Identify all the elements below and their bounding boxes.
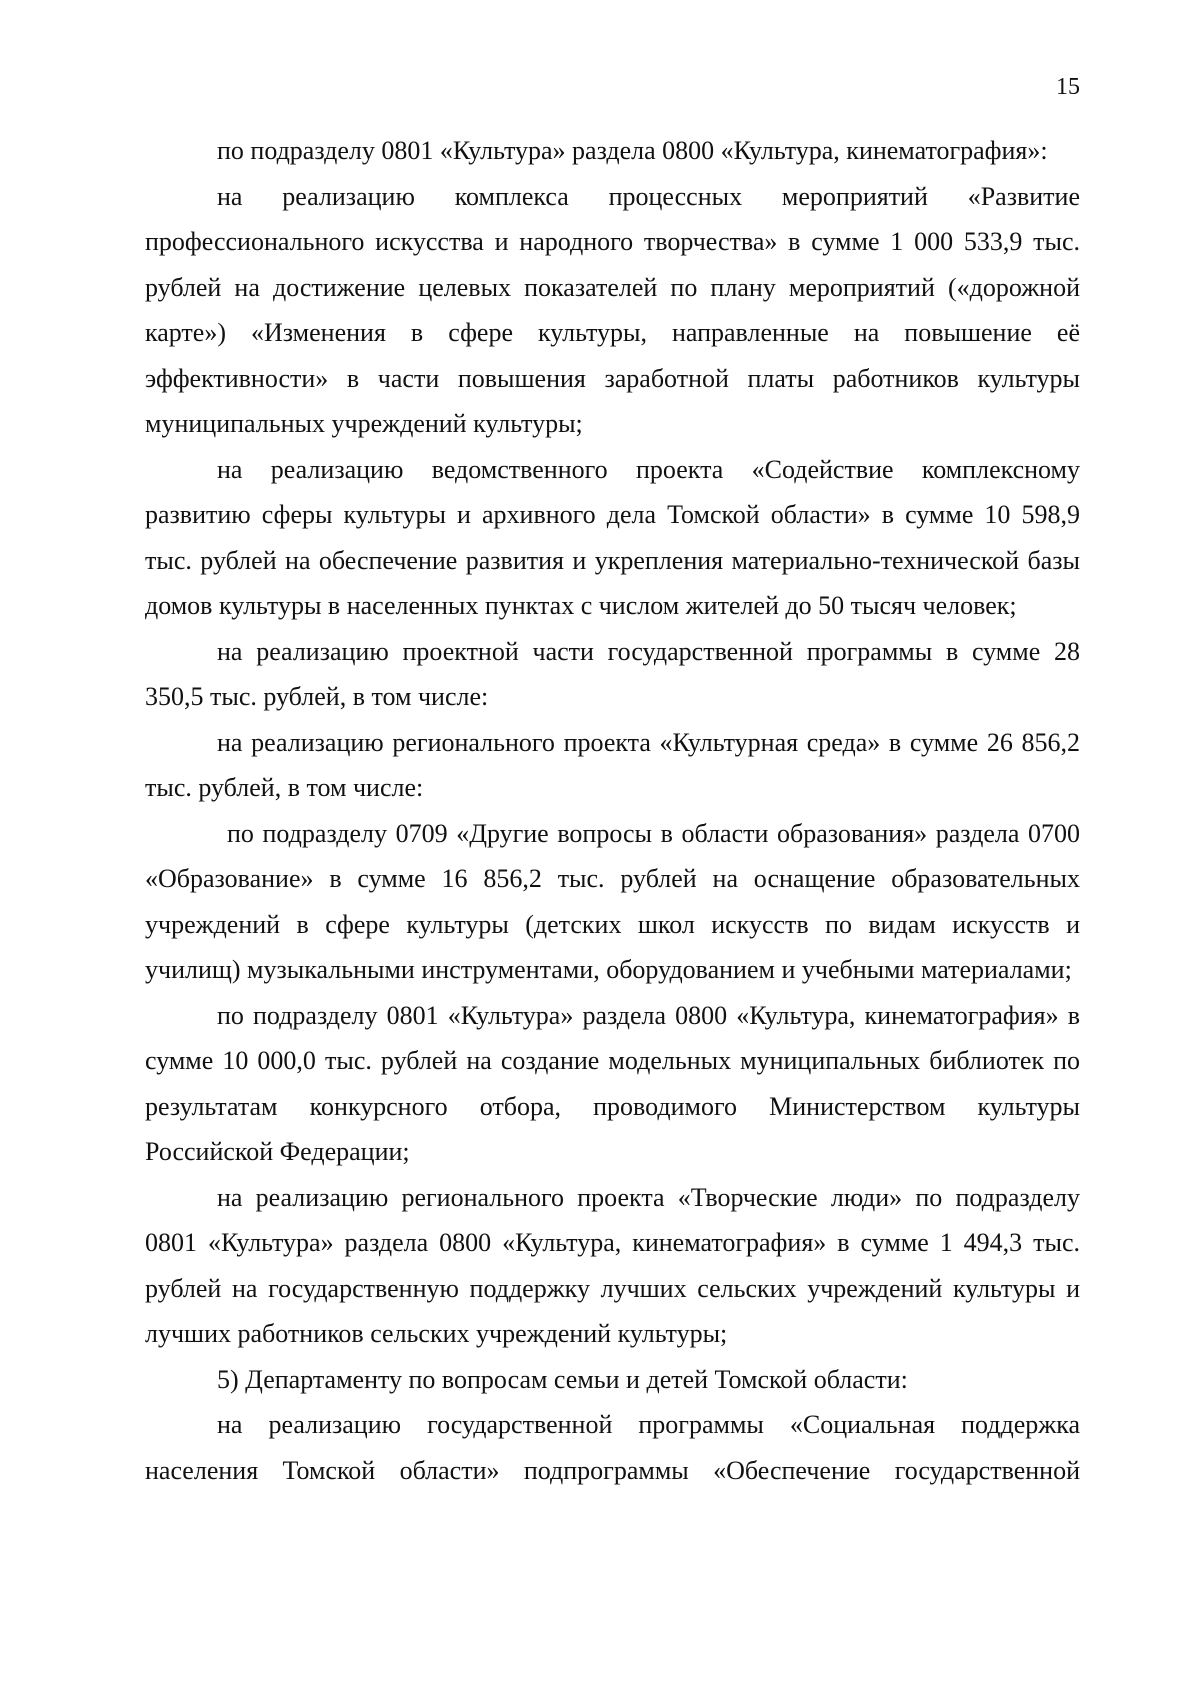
paragraph-departmental-project: на реализацию ведомственного проекта «Содействие комплексному развитию сферы культуры и архивного дела Томской области» в сумме 10 598,9 тыс. рублей на обеспечение развития и укрепления материально-технической базы домов культуры в населенных пунктах с числом жителей до 50 тысяч человек; [145,454,1080,620]
paragraph-project-part: на реализацию проектной части государственной программы в сумме 28 350,5 тыс. рублей, в том числе: [145,636,1080,711]
paragraph-creative-people: на реализацию регионального проекта «Творческие люди» по подразделу 0801 «Культура» раздела 0800 «Культура, кинематография» в сумме 1 494,3 тыс. рублей на государственную поддержку лучших сельских учреждений культуры и лучших работников сельских учреждений культуры; [145,1182,1080,1348]
paragraph-social-support: на реализацию государственной программы «Социальная поддержка населения Томской области» подпрограммы «Обеспечение государственной [145,1410,1080,1485]
document-body [145,128,1080,1493]
paragraph-model-libraries: по подразделу 0801 «Культура» раздела 0800 «Культура, кинематография» в сумме 10 000,0 тыс. рублей на создание модельных муниципальных библиотек по результатам конкурсного отбора, проводимого Министерством культуры Российской Федерации; [145,1000,1080,1166]
page-number: 15 [1056,74,1080,100]
paragraph-subsection-0801: по подразделу 0801 «Культура» раздела 0800 «Культура, кинематография»: [217,136,1048,165]
paragraph-processes-complex: на реализацию комплекса процессных мероприятий «Развитие профессионального искусства и народного творчества» в сумме 1 000 533,9 тыс. рублей на достижение целевых показателей по плану мероприятий («дорожной карте») «Изменения в сфере культуры, направленные на повышение её эффективности» в части повышения заработной платы работников культуры муниципальных учреждений культуры; [145,181,1080,438]
paragraph-subsection-0709: по подразделу 0709 «Другие вопросы в области образования» раздела 0700 «Образование» в сумме 16 856,2 тыс. рублей на оснащение образовательных учреждений в сфере культуры (детских школ искусств по видам искусств и училищ) музыкальными инструментами, оборудованием и учебными материалами; [145,818,1080,984]
paragraph-cultural-environment: на реализацию регионального проекта «Культурная среда» в сумме 26 856,2 тыс. рублей, в том числе: [145,727,1080,802]
paragraph-department-family: 5) Департаменту по вопросам семьи и детей Томской области: [217,1364,908,1394]
